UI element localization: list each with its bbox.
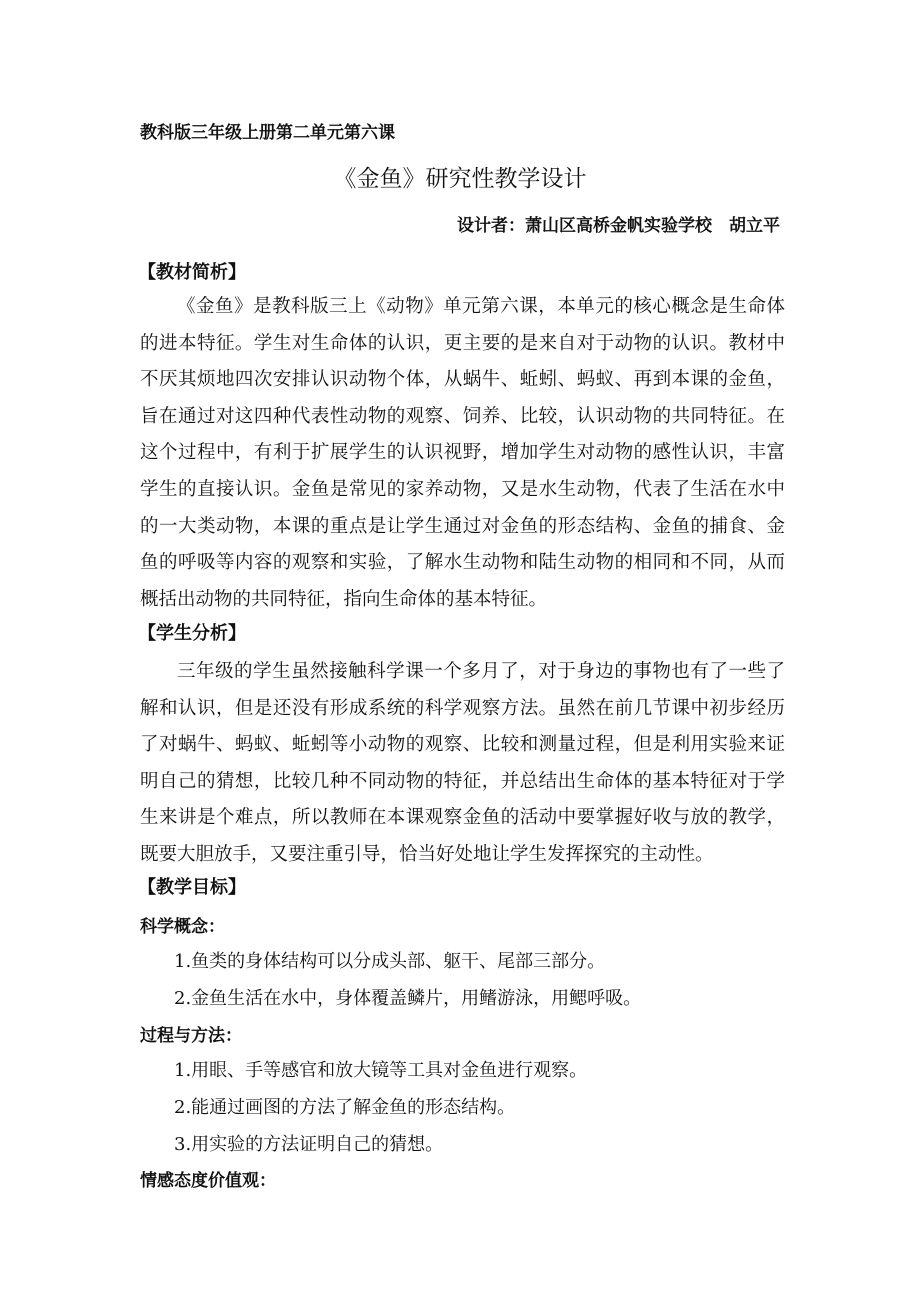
page-title: 《金鱼》研究性教学设计 [333,166,587,192]
section-heading-student-analysis: 【学生分析】 [138,623,246,644]
subheading-process-methods: 过程与方法： [140,1026,242,1046]
list-item: 1.用眼、手等感官和放大镜等工具对金鱼进行观察。 [174,1060,588,1081]
subheading-attitudes: 情感态度价值观： [140,1171,276,1191]
list-item: 1.鱼类的身体结构可以分成头部、躯干、尾部三部分。 [174,951,606,972]
list-item: 3.用实验的方法证明自己的猜想。 [174,1134,444,1155]
section-heading-objectives: 【教学目标】 [138,877,246,898]
course-subtitle: 教科版三年级上册第二单元第六课 [140,123,395,143]
author-line: 设计者：萧山区高桥金帆实验学校 胡立平 [457,216,780,236]
list-item: 2.金鱼生活在水中，身体覆盖鳞片，用鳍游泳，用鳃呼吸。 [174,988,642,1009]
section-heading-textbook-analysis: 【教材简析】 [138,262,246,283]
paragraph-textbook-analysis: 《金鱼》是教科版三上《动物》单元第六课，本单元的核心概念是生命体的进本特征。学生对生命体的认识，更主要的是来自对于动物的认识。教材中不厌其烦地四次安排认识动物个体，从蜗牛、蚯蚓、蚂蚁、再到本课的金鱼，旨在通过对这四种代表性动物的观察、饲养、比较，认识动物的共同特征。在这个过程中，有利于扩展学生的认识视野，增加学生对动物的感性认识，丰富学生的直接认识。金鱼是常见的家养动物，又是水生动物，代表了生活在水中的一大类动物，本课的重点是让学生通过对金鱼的形态结构、金鱼的捕食、金鱼的呼吸等内容的观察和实验，了解水生动物和陆生动物的相同和不同，从而概括出动物的共同特征，指向生命体的基本特征。 [140,296,785,610]
subheading-science-concepts: 科学概念： [140,917,225,937]
paragraph-student-analysis: 三年级的学生虽然接触科学课一个多月了，对于身边的事物也有了一些了解和认识，但是还没有形成系统的科学观察方法。虽然在前几节课中初步经历了对蜗牛、蚂蚁、蚯蚓等小动物的观察、比较和测量过程，但是利用实验来证明自己的猜想，比较几种不同动物的特征，并总结出生命体的基本特征对于学生来讲是个难点，所以教师在本课观察金鱼的活动中要掌握好收与放的教学，既要大胆放手，又要注重引导，恰当好处地让学生发挥探究的主动性。 [140,661,785,865]
list-item: 2.能通过画图的方法了解金鱼的形态结构。 [174,1097,516,1118]
